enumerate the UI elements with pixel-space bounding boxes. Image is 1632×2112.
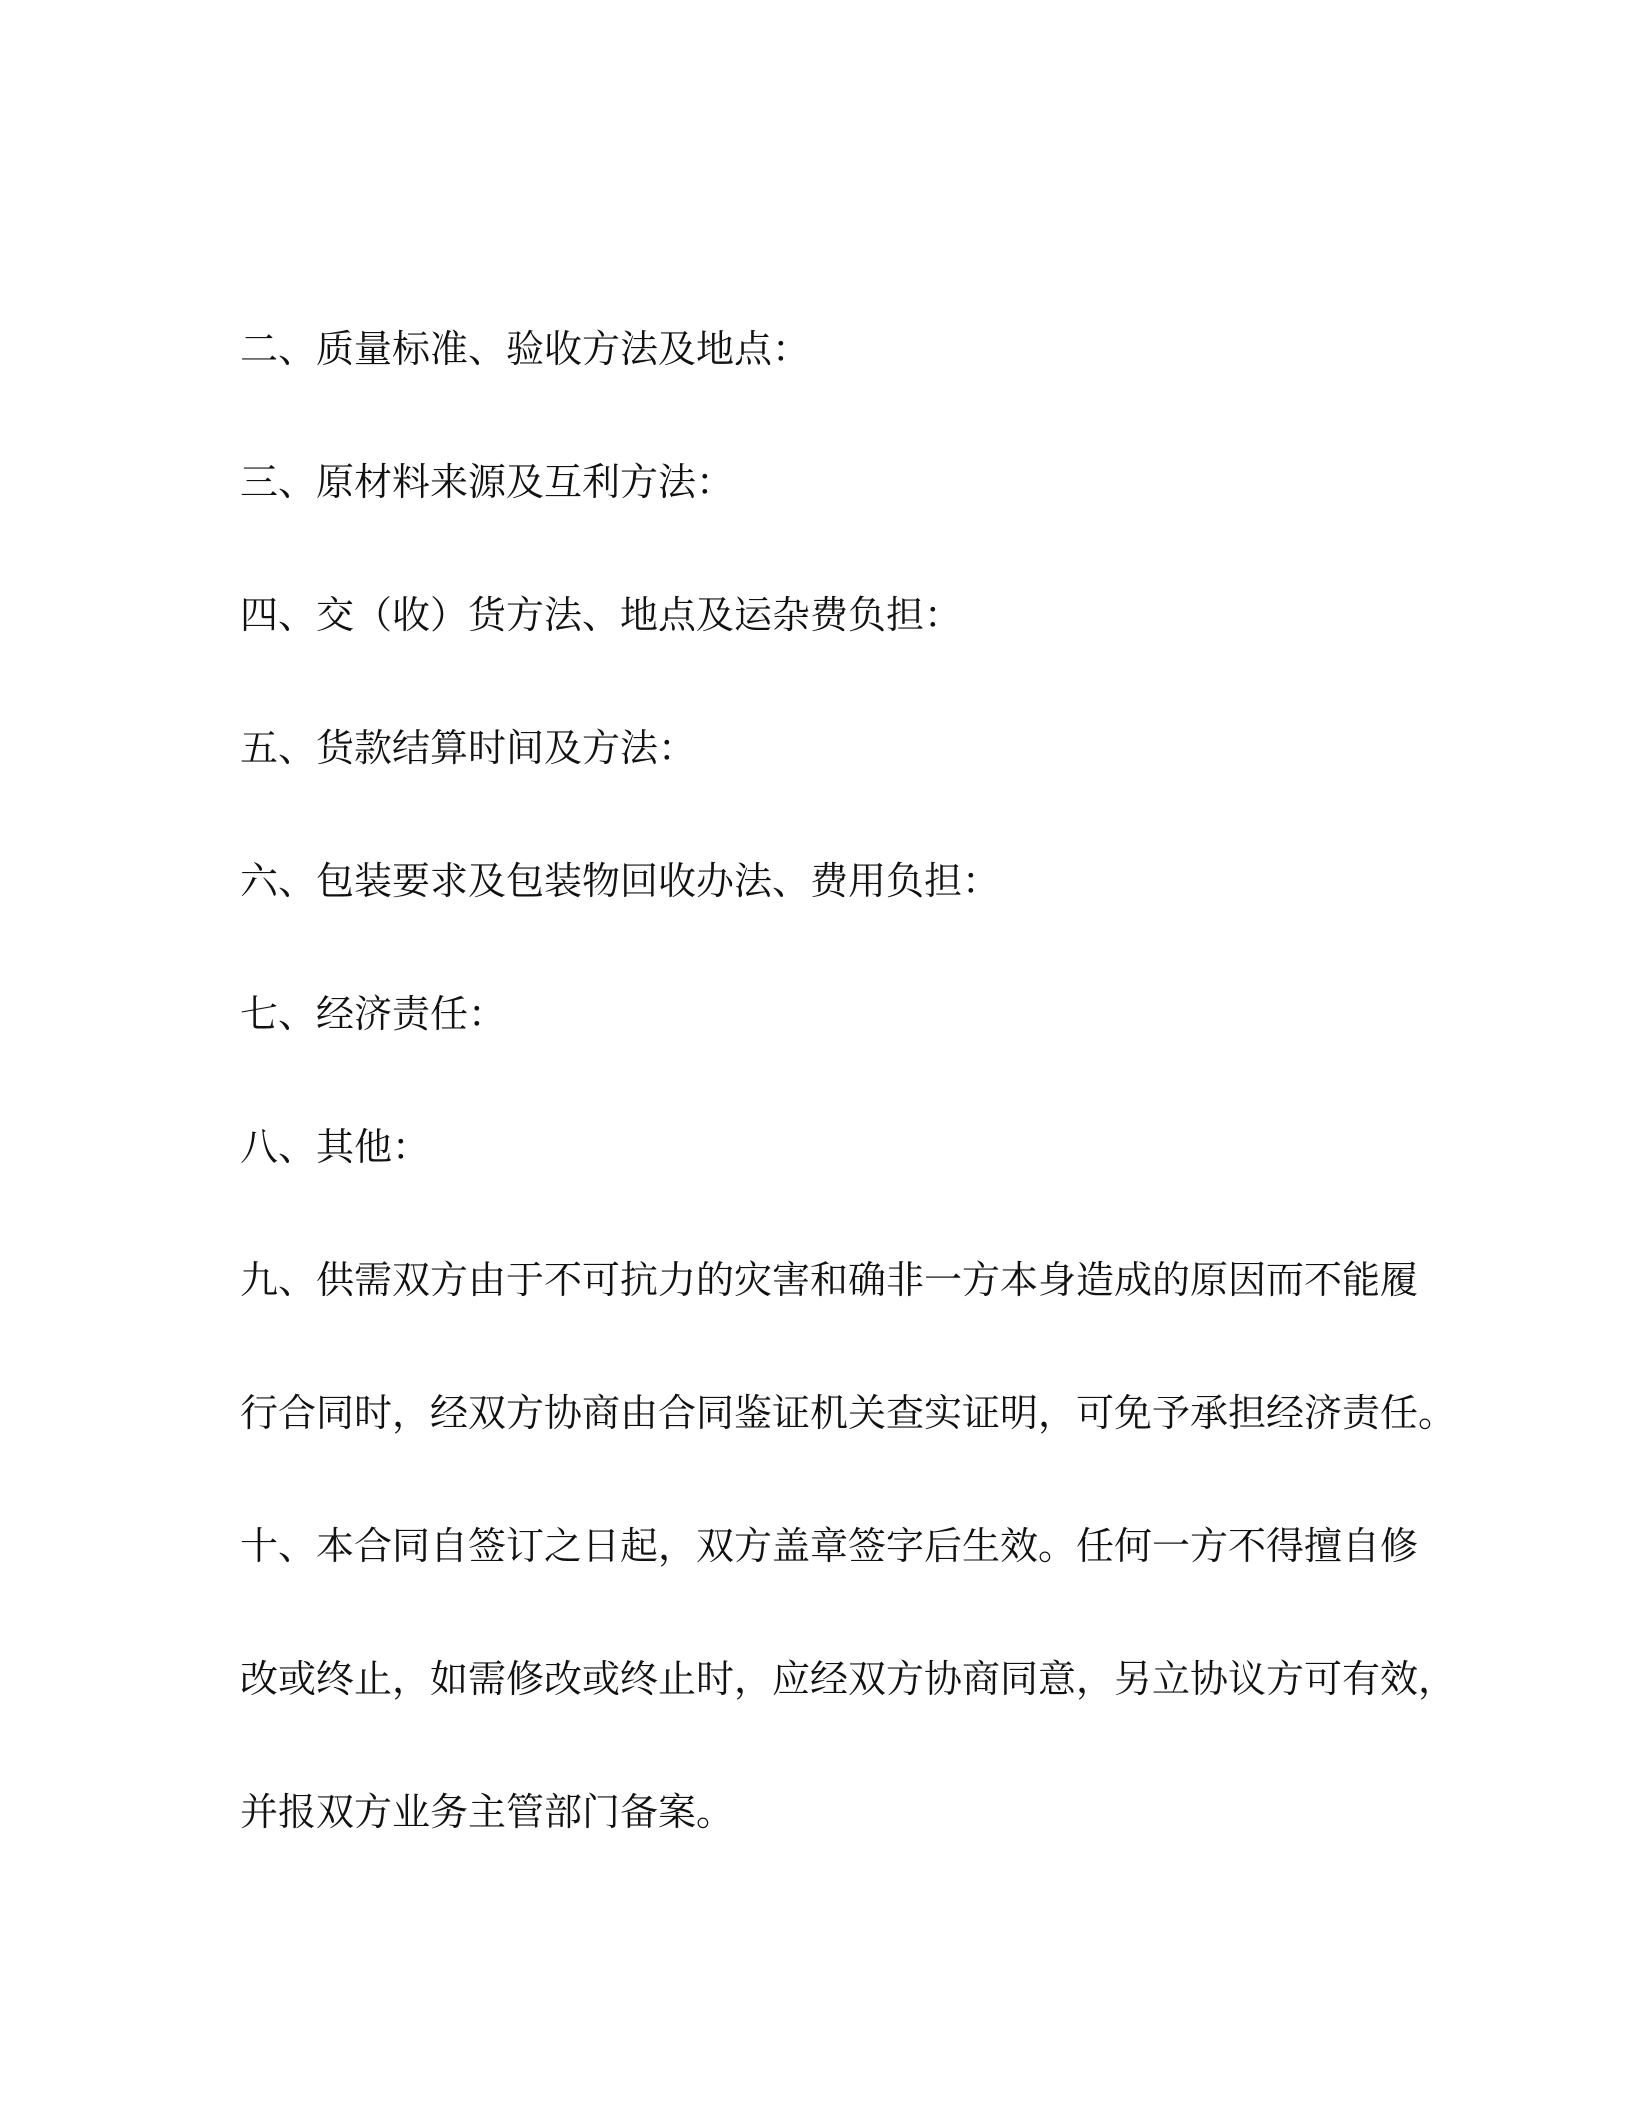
- clause-8-other: 八、其他：: [240, 1125, 431, 1169]
- clause-6-packaging: 六、包装要求及包装物回收办法、费用负担：: [240, 859, 1001, 903]
- clause-10-effectiveness-line-1: 十、本合同自签订之日起，双方盖章签字后生效。任何一方不得擅自修: [240, 1524, 1419, 1568]
- clause-7-economic-liability: 七、经济责任：: [240, 992, 507, 1036]
- clause-3-raw-materials: 三、原材料来源及互利方法：: [240, 460, 735, 504]
- clause-4-delivery: 四、交（收）货方法、地点及运杂费负担：: [240, 593, 963, 637]
- clause-5-payment: 五、货款结算时间及方法：: [240, 726, 697, 770]
- clause-2-quality-standard: 二、质量标准、验收方法及地点：: [240, 327, 811, 371]
- clause-10-effectiveness-line-3: 并报双方业务主管部门备案。: [240, 1790, 735, 1834]
- clause-9-force-majeure-line-2: 行合同时，经双方协商由合同鉴证机关查实证明，可免予承担经济责任。: [240, 1391, 1457, 1435]
- clause-10-effectiveness-line-2: 改或终止，如需修改或终止时，应经双方协商同意，另立协议方可有效，: [240, 1657, 1457, 1701]
- clause-9-force-majeure-line-1: 九、供需双方由于不可抗力的灾害和确非一方本身造成的原因而不能履: [240, 1258, 1419, 1302]
